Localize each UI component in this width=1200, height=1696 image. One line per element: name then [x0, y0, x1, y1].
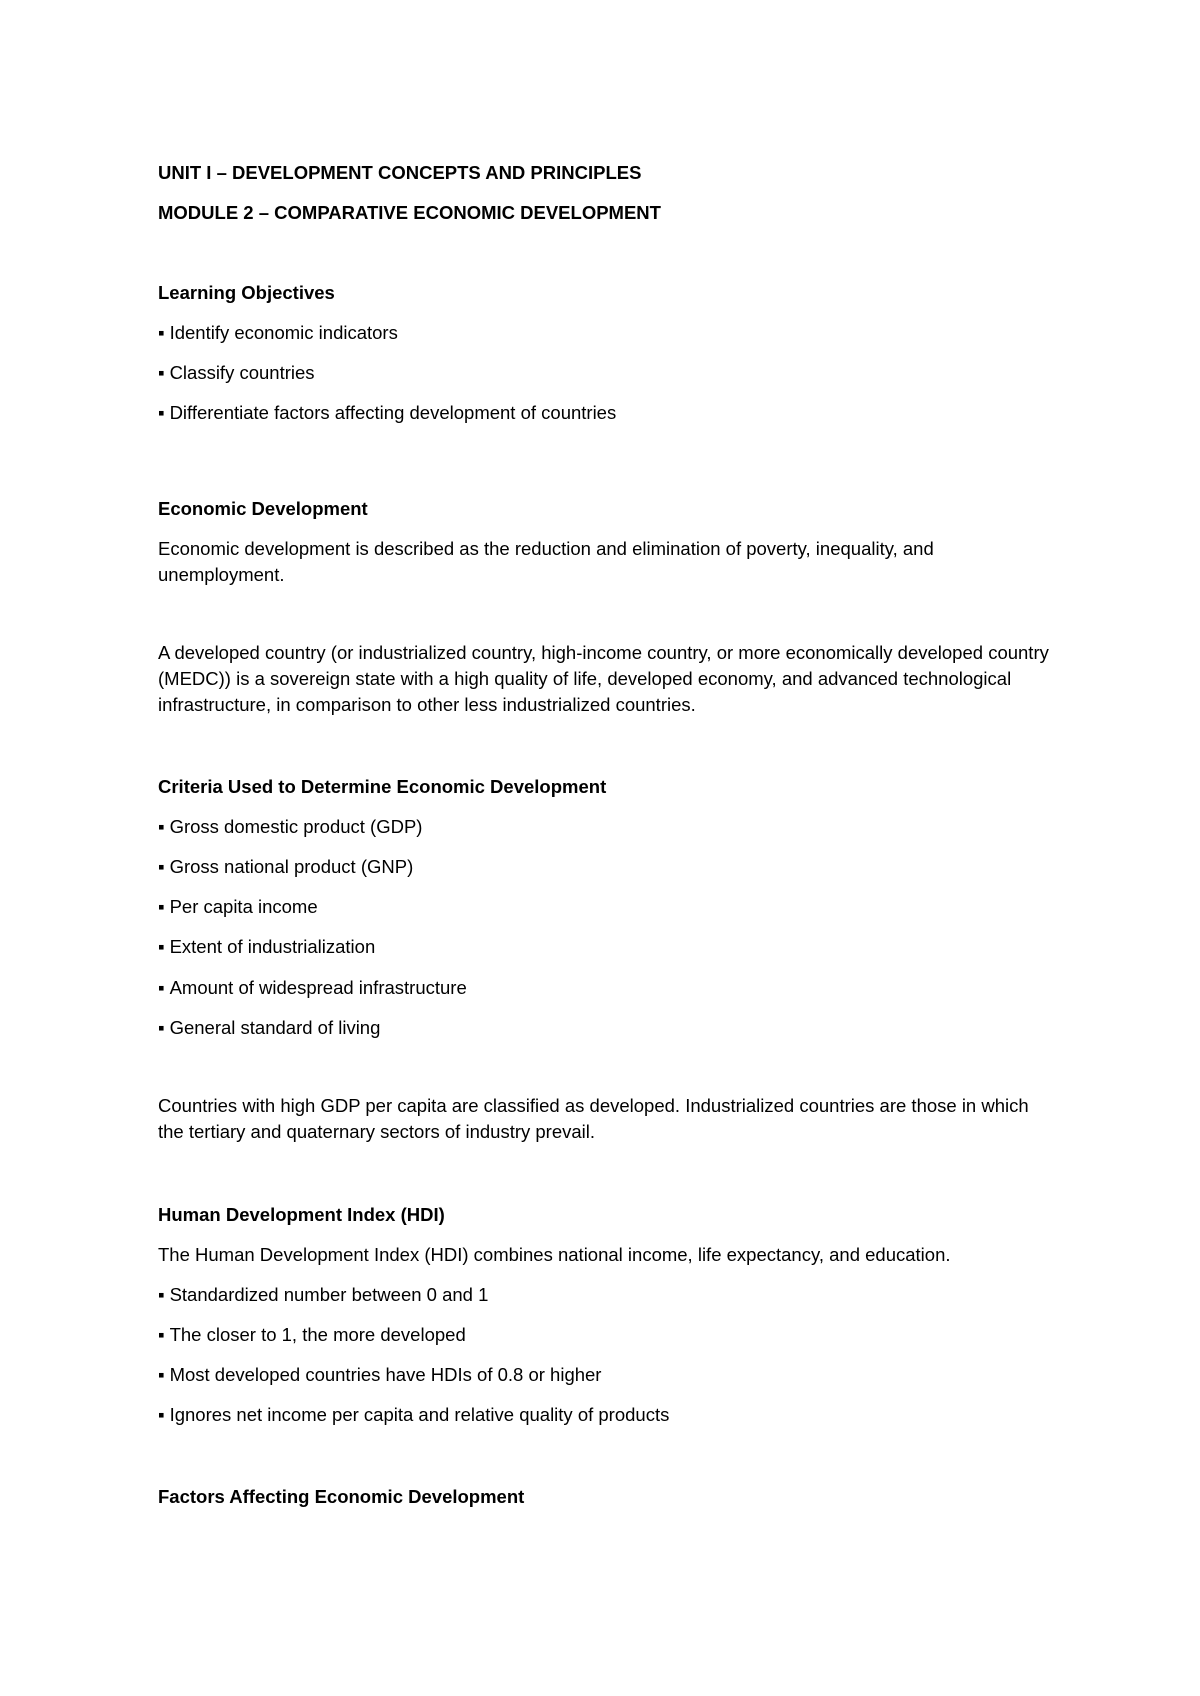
module-title: MODULE 2 – COMPARATIVE ECONOMIC DEVELOPMENT	[158, 202, 661, 223]
criteria-heading: Criteria Used to Determine Economic Development	[158, 776, 607, 797]
list-item: ▪ Classify countries	[158, 362, 315, 383]
list-item: ▪ Gross national product (GNP)	[158, 856, 414, 877]
list-item: ▪ General standard of living	[158, 1017, 381, 1038]
list-item: ▪ Per capita income	[158, 896, 318, 917]
list-item: ▪ Standardized number between 0 and 1	[158, 1284, 489, 1305]
criteria-paragraph: Countries with high GDP per capita are classified as developed. Industrialized countries are those in which the tertiary and quaternary sectors of industry prevail.	[158, 1095, 1029, 1142]
bullet-icon: ▪	[158, 936, 165, 957]
unit-title: UNIT I – DEVELOPMENT CONCEPTS AND PRINCIPLES	[158, 162, 642, 183]
hdi-heading: Human Development Index (HDI)	[158, 1204, 445, 1225]
bullet-icon: ▪	[158, 362, 165, 383]
factors-heading: Factors Affecting Economic Development	[158, 1486, 525, 1507]
list-item: ▪ Gross domestic product (GDP)	[158, 816, 423, 837]
economic-development-paragraph-2: A developed country (or industrialized country, high-income country, or more economically developed country (MEDC)) is a sovereign state with a high quality of life, developed economy, and advanced technological infrastructure, in comparison to other less industrialized countries.	[158, 642, 1049, 715]
bullet-icon: ▪	[158, 1324, 165, 1345]
bullet-icon: ▪	[158, 322, 165, 343]
learning-objectives-heading: Learning Objectives	[158, 282, 335, 303]
list-item: ▪ Amount of widespread infrastructure	[158, 977, 467, 998]
list-item: ▪ Differentiate factors affecting development of countries	[158, 402, 617, 423]
economic-development-paragraph-1: Economic development is described as the reduction and elimination of poverty, inequality, and unemployment.	[158, 538, 934, 585]
bullet-icon: ▪	[158, 1364, 165, 1385]
economic-development-heading: Economic Development	[158, 498, 368, 519]
bullet-icon: ▪	[158, 402, 165, 423]
list-item: ▪ Most developed countries have HDIs of 0.8 or higher	[158, 1364, 602, 1385]
list-item: ▪ The closer to 1, the more developed	[158, 1324, 466, 1345]
list-item: ▪ Extent of industrialization	[158, 936, 376, 957]
hdi-paragraph: The Human Development Index (HDI) combines national income, life expectancy, and education.	[158, 1244, 951, 1265]
bullet-icon: ▪	[158, 856, 165, 877]
list-item: ▪ Identify economic indicators	[158, 322, 398, 343]
bullet-icon: ▪	[158, 816, 165, 837]
list-item: ▪ Ignores net income per capita and relative quality of products	[158, 1404, 670, 1425]
bullet-icon: ▪	[158, 977, 165, 998]
bullet-icon: ▪	[158, 1404, 165, 1425]
bullet-icon: ▪	[158, 1017, 165, 1038]
bullet-icon: ▪	[158, 1284, 165, 1305]
bullet-icon: ▪	[158, 896, 165, 917]
